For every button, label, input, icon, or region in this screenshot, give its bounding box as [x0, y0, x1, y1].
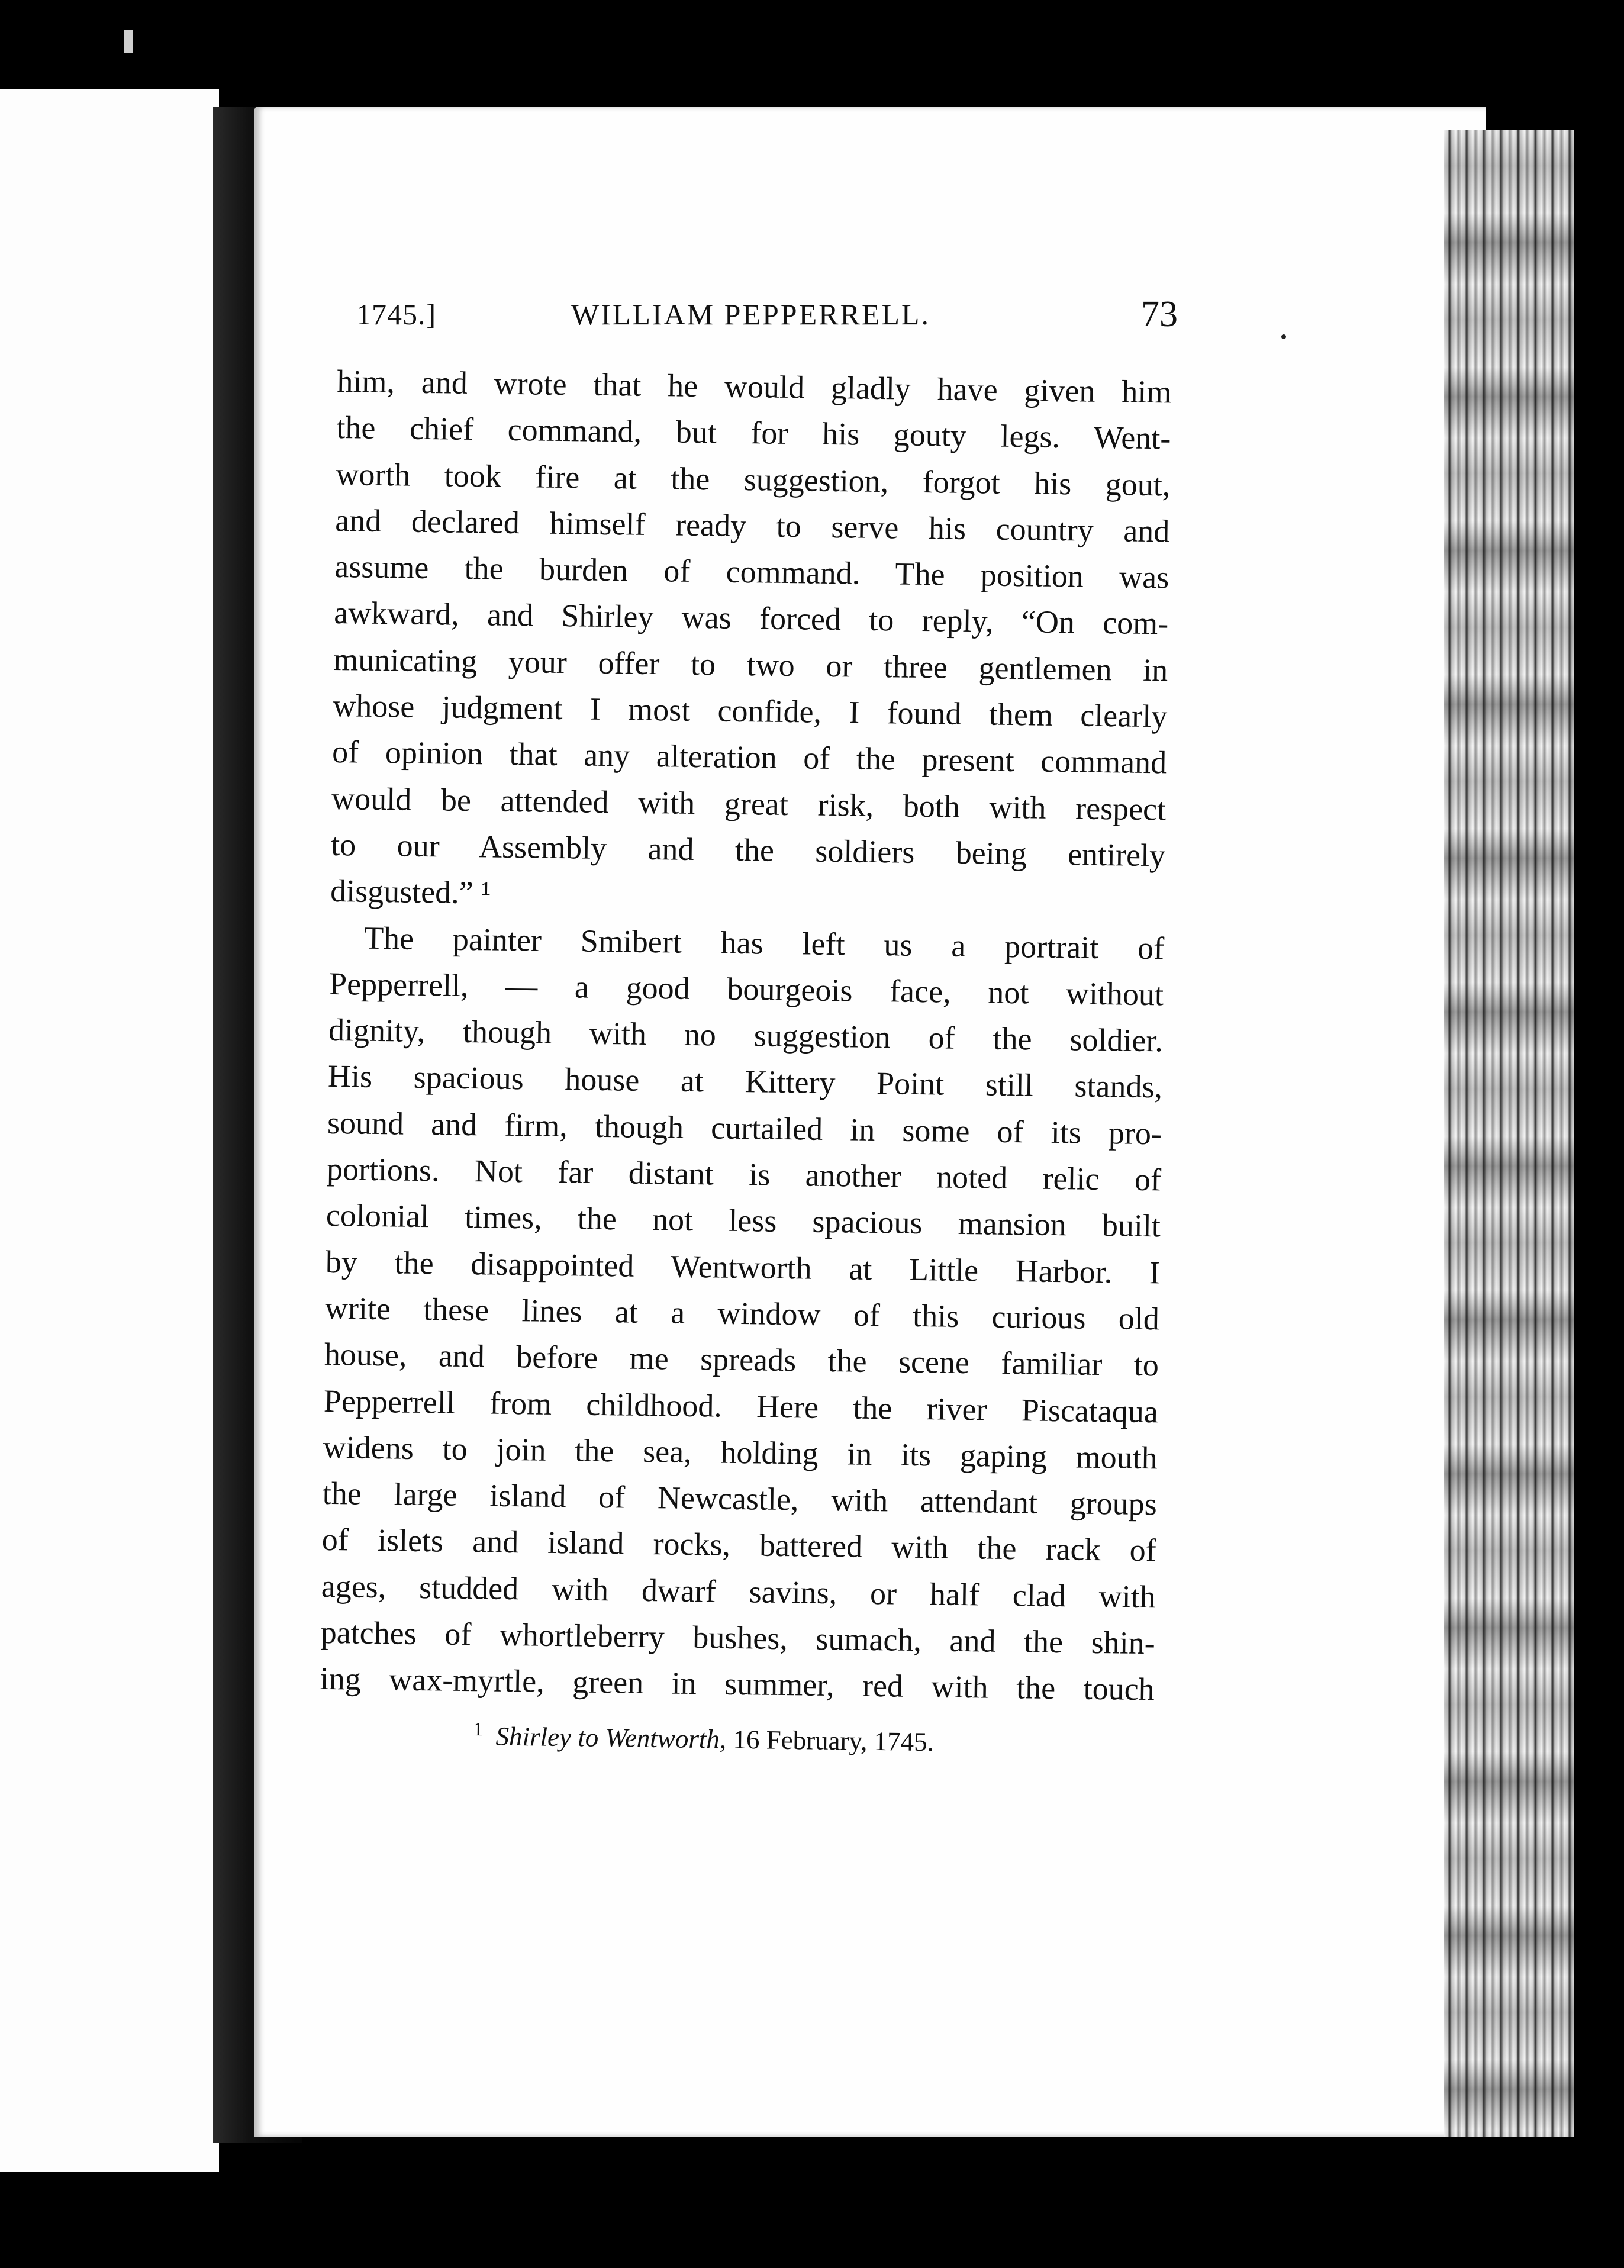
text-line: of opinion that any alteration of the present command — [331, 734, 1167, 781]
text-line: colonial times, the not less spacious mansion built — [326, 1197, 1161, 1244]
book-fore-edge-shading — [1444, 130, 1574, 2137]
text-line-paragraph-start: The painter Smibert has left us a portrait of — [363, 920, 1165, 966]
body-text — [320, 358, 1172, 1713]
text-line: Pepperrell, — a good bourgeois face, not without — [328, 965, 1164, 1013]
text-line: ages, studded with dwarf savins, or half clad with — [321, 1568, 1156, 1615]
ink-speck — [1281, 334, 1286, 339]
text-line: assume the burden of command. The position was — [334, 549, 1169, 595]
text-line: by the disappointed Wentworth at Little Harbor. I — [325, 1243, 1161, 1290]
footnote-mark: 1 — [473, 1718, 483, 1740]
text-line: write these lines at a window of this curious old — [324, 1290, 1160, 1337]
text-line: patches of whortleberry bushes, sumach, and the shin- — [320, 1614, 1156, 1661]
running-head — [355, 295, 1178, 342]
facing-page-edge — [0, 89, 219, 2172]
text-line: him, and wrote that he would gladly have given him — [337, 363, 1172, 410]
footnote-date: 16 February, 1745. — [733, 1724, 935, 1757]
text-line: whose judgment I most confide, I found them clearly — [332, 688, 1168, 734]
text-line: house, and before me spreads the scene familiar to — [324, 1336, 1159, 1383]
text-line: portions. Not far distant is another noted relic of — [326, 1151, 1162, 1198]
footnote — [473, 1718, 934, 1757]
footnote-citation: Shirley to Wentworth, — [495, 1721, 727, 1754]
text-line: worth took fire at the suggestion, forgot his gout, — [336, 456, 1171, 503]
text-line: municating your offer to two or three gentlemen in — [333, 641, 1168, 688]
text-line: ing wax-myrtle, green in summer, red with the touch — [320, 1661, 1155, 1708]
scan-artifact — [124, 30, 133, 53]
running-head-date: 1745.] — [356, 298, 437, 331]
text-line: would be attended with great risk, both with respect — [331, 780, 1167, 827]
text-line-paragraph-end: disgusted.” ¹ — [330, 873, 491, 911]
text-line: of islets and island rocks, battered with the rack of — [321, 1522, 1157, 1568]
text-line: the large island of Newcastle, with attendant groups — [322, 1475, 1158, 1522]
text-line: widens to join the sea, holding in its gaping mouth — [323, 1429, 1158, 1476]
text-line: Pepperrell from childhood. Here the river Piscataqua — [323, 1383, 1159, 1429]
text-line: sound and firm, though curtailed in some of its pro- — [327, 1104, 1162, 1152]
text-line: dignity, though with no suggestion of the soldier. — [328, 1012, 1164, 1059]
text-line: to our Assembly and the soldiers being entirely — [330, 826, 1166, 874]
page-number: 73 — [1141, 294, 1178, 334]
running-head-title: WILLIAM PEPPERRELL. — [571, 298, 930, 331]
text-line: His spacious house at Kittery Point still stands, — [327, 1058, 1163, 1105]
text-line: the chief command, but for his gouty legs. Went- — [336, 410, 1171, 456]
text-line: and declared himself ready to serve his country and — [335, 502, 1170, 549]
text-line: awkward, and Shirley was forced to reply, “On com- — [333, 595, 1169, 642]
